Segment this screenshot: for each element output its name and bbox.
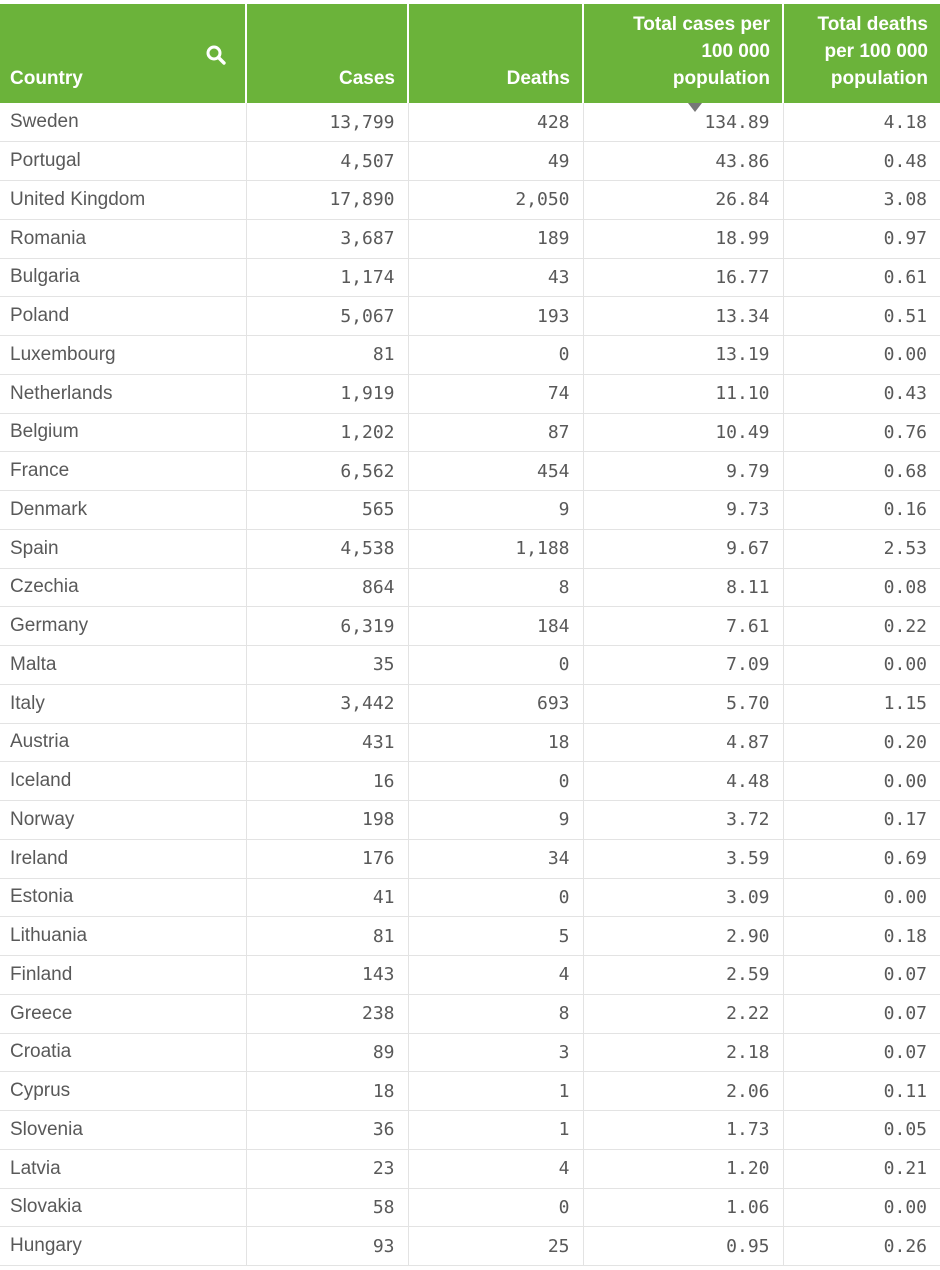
cell-cases-per-100k: 9.73	[583, 491, 783, 530]
cell-cases: 23	[246, 1149, 408, 1188]
cell-cases-per-100k: 9.79	[583, 452, 783, 491]
cell-deaths: 43	[408, 258, 583, 297]
cell-country[interactable]: Germany	[0, 607, 246, 646]
cell-deaths-per-100k: 0.97	[783, 219, 940, 258]
cell-cases-per-100k: 5.70	[583, 684, 783, 723]
cell-cases: 81	[246, 917, 408, 956]
cell-country[interactable]: Netherlands	[0, 374, 246, 413]
table-row[interactable]	[0, 1072, 940, 1111]
cell-deaths: 3	[408, 1033, 583, 1072]
cell-country[interactable]: Belgium	[0, 413, 246, 452]
cell-deaths-per-100k: 0.00	[783, 336, 940, 375]
cell-cases: 1,202	[246, 413, 408, 452]
cell-country[interactable]: Malta	[0, 646, 246, 685]
table-row[interactable]	[0, 142, 940, 181]
cell-country[interactable]: Greece	[0, 994, 246, 1033]
column-header-label-line: Total cases per	[633, 14, 770, 35]
cell-cases-per-100k: 3.09	[583, 878, 783, 917]
cell-country[interactable]: Czechia	[0, 568, 246, 607]
table-row[interactable]	[0, 646, 940, 685]
cell-deaths-per-100k: 4.18	[783, 103, 940, 142]
table-row[interactable]	[0, 374, 940, 413]
cell-cases-per-100k: 13.19	[583, 336, 783, 375]
cell-country[interactable]: Cyprus	[0, 1072, 246, 1111]
cell-country[interactable]: Estonia	[0, 878, 246, 917]
cell-cases-per-100k: 2.06	[583, 1072, 783, 1111]
column-header-country[interactable]	[0, 4, 246, 103]
table-row[interactable]	[0, 684, 940, 723]
cell-deaths: 2,050	[408, 181, 583, 220]
cell-cases-per-100k: 9.67	[583, 529, 783, 568]
table-row[interactable]	[0, 413, 940, 452]
cell-cases: 93	[246, 1227, 408, 1266]
cell-deaths-per-100k: 0.18	[783, 917, 940, 956]
column-header-label: Country	[10, 68, 83, 89]
cell-deaths: 87	[408, 413, 583, 452]
cell-cases: 565	[246, 491, 408, 530]
cell-deaths-per-100k: 0.43	[783, 374, 940, 413]
cell-cases: 431	[246, 723, 408, 762]
data-table-container	[0, 4, 940, 1266]
cell-cases-per-100k: 2.18	[583, 1033, 783, 1072]
cell-deaths: 9	[408, 801, 583, 840]
table-row[interactable]	[0, 917, 940, 956]
table-row[interactable]	[0, 568, 940, 607]
cell-deaths: 0	[408, 646, 583, 685]
table-row[interactable]	[0, 723, 940, 762]
cell-cases-per-100k: 0.95	[583, 1227, 783, 1266]
cell-country[interactable]: Poland	[0, 297, 246, 336]
cell-deaths-per-100k: 0.07	[783, 956, 940, 995]
cell-country[interactable]: Denmark	[0, 491, 246, 530]
cell-deaths: 74	[408, 374, 583, 413]
cell-cases: 35	[246, 646, 408, 685]
cell-deaths-per-100k: 0.00	[783, 646, 940, 685]
cell-cases: 1,174	[246, 258, 408, 297]
cell-deaths: 1	[408, 1072, 583, 1111]
cell-cases-per-100k: 2.22	[583, 994, 783, 1033]
table-row[interactable]	[0, 529, 940, 568]
cell-country[interactable]: Sweden	[0, 103, 246, 142]
cell-cases: 89	[246, 1033, 408, 1072]
table-row[interactable]	[0, 1149, 940, 1188]
cell-cases: 3,687	[246, 219, 408, 258]
cell-cases: 198	[246, 801, 408, 840]
cell-country[interactable]: Norway	[0, 801, 246, 840]
cell-deaths: 49	[408, 142, 583, 181]
cell-deaths: 1,188	[408, 529, 583, 568]
table-row[interactable]	[0, 1033, 940, 1072]
cell-deaths: 0	[408, 1188, 583, 1227]
table-row[interactable]	[0, 297, 940, 336]
cell-deaths: 454	[408, 452, 583, 491]
table-row[interactable]	[0, 258, 940, 297]
cell-cases: 143	[246, 956, 408, 995]
cell-cases-per-100k: 3.72	[583, 801, 783, 840]
cell-country[interactable]: United Kingdom	[0, 181, 246, 220]
cell-deaths: 9	[408, 491, 583, 530]
column-header-cases[interactable]	[246, 4, 408, 103]
cell-cases-per-100k: 4.87	[583, 723, 783, 762]
cell-cases: 864	[246, 568, 408, 607]
table-row[interactable]	[0, 607, 940, 646]
table-row[interactable]	[0, 336, 940, 375]
cell-cases-per-100k: 4.48	[583, 762, 783, 801]
cell-country[interactable]: Iceland	[0, 762, 246, 801]
cell-deaths-per-100k: 0.11	[783, 1072, 940, 1111]
cell-deaths-per-100k: 0.17	[783, 801, 940, 840]
cell-deaths-per-100k: 0.07	[783, 1033, 940, 1072]
table-row[interactable]	[0, 994, 940, 1033]
cell-cases: 238	[246, 994, 408, 1033]
table-row[interactable]	[0, 801, 940, 840]
cell-deaths: 693	[408, 684, 583, 723]
cell-deaths: 25	[408, 1227, 583, 1266]
sort-descending-icon	[688, 103, 702, 112]
cell-deaths-per-100k: 0.07	[783, 994, 940, 1033]
cell-cases-per-100k: 7.09	[583, 646, 783, 685]
cell-cases: 6,319	[246, 607, 408, 646]
column-header-deaths-per-100k[interactable]	[783, 4, 940, 103]
cell-cases-per-100k: 1.06	[583, 1188, 783, 1227]
cell-cases-per-100k: 2.90	[583, 917, 783, 956]
cell-country[interactable]: Spain	[0, 529, 246, 568]
cell-deaths-per-100k: 0.22	[783, 607, 940, 646]
cell-deaths-per-100k: 0.08	[783, 568, 940, 607]
cell-deaths: 428	[408, 103, 583, 142]
cell-deaths-per-100k: 0.05	[783, 1111, 940, 1150]
column-header-label-line: per 100 000	[824, 41, 928, 62]
cell-cases-per-100k: 10.49	[583, 413, 783, 452]
cell-cases: 13,799	[246, 103, 408, 142]
cell-deaths-per-100k: 0.16	[783, 491, 940, 530]
cell-cases: 176	[246, 839, 408, 878]
cell-cases: 81	[246, 336, 408, 375]
cell-cases: 3,442	[246, 684, 408, 723]
cell-deaths: 8	[408, 568, 583, 607]
cell-deaths-per-100k: 0.48	[783, 142, 940, 181]
cell-country[interactable]: Slovakia	[0, 1188, 246, 1227]
cell-deaths-per-100k: 1.15	[783, 684, 940, 723]
cell-country[interactable]: Latvia	[0, 1149, 246, 1188]
cell-cases-per-100k: 8.11	[583, 568, 783, 607]
table-row[interactable]	[0, 103, 940, 142]
cell-country[interactable]: Ireland	[0, 839, 246, 878]
cell-country[interactable]: Luxembourg	[0, 336, 246, 375]
cell-deaths: 18	[408, 723, 583, 762]
table-row[interactable]	[0, 219, 940, 258]
cell-country[interactable]: Italy	[0, 684, 246, 723]
cell-deaths: 5	[408, 917, 583, 956]
cell-deaths: 0	[408, 878, 583, 917]
cell-deaths-per-100k: 0.26	[783, 1227, 940, 1266]
cell-cases-per-100k: 13.34	[583, 297, 783, 336]
cell-deaths: 184	[408, 607, 583, 646]
cell-cases-per-100k: 11.10	[583, 374, 783, 413]
cell-country[interactable]: France	[0, 452, 246, 491]
table-row[interactable]	[0, 762, 940, 801]
cell-country[interactable]: Slovenia	[0, 1111, 246, 1150]
cell-cases-per-100k: 3.59	[583, 839, 783, 878]
table-row[interactable]	[0, 1111, 940, 1150]
cell-cases: 4,538	[246, 529, 408, 568]
cell-cases-per-100k: 43.86	[583, 142, 783, 181]
cell-deaths: 0	[408, 336, 583, 375]
table-row[interactable]	[0, 1227, 940, 1266]
cell-cases: 58	[246, 1188, 408, 1227]
cell-cases: 17,890	[246, 181, 408, 220]
cell-deaths-per-100k: 0.51	[783, 297, 940, 336]
table-row[interactable]	[0, 1188, 940, 1227]
column-header-label: Cases	[339, 68, 395, 89]
cell-deaths-per-100k: 0.00	[783, 1188, 940, 1227]
cell-country[interactable]: Portugal	[0, 142, 246, 181]
cell-cases-per-100k: 18.99	[583, 219, 783, 258]
table-row[interactable]	[0, 491, 940, 530]
cell-deaths: 0	[408, 762, 583, 801]
cell-cases: 5,067	[246, 297, 408, 336]
cell-country[interactable]: Romania	[0, 219, 246, 258]
cell-deaths-per-100k: 0.68	[783, 452, 940, 491]
table-row[interactable]	[0, 878, 940, 917]
column-header-label-line: Total deaths	[817, 14, 928, 35]
table-row[interactable]	[0, 956, 940, 995]
cell-cases: 6,562	[246, 452, 408, 491]
cell-country[interactable]: Austria	[0, 723, 246, 762]
table-row[interactable]	[0, 181, 940, 220]
cell-deaths-per-100k: 3.08	[783, 181, 940, 220]
cell-cases: 16	[246, 762, 408, 801]
cell-deaths: 4	[408, 1149, 583, 1188]
cell-cases-per-100k: 1.73	[583, 1111, 783, 1150]
cell-cases-per-100k: 16.77	[583, 258, 783, 297]
header-row	[0, 4, 940, 103]
column-header-label-line: 100 000	[701, 41, 770, 62]
cell-deaths: 8	[408, 994, 583, 1033]
table-body	[0, 103, 940, 1266]
search-icon[interactable]	[205, 44, 227, 66]
table-row[interactable]	[0, 839, 940, 878]
cell-cases-per-100k: 134.89	[583, 103, 783, 142]
cell-country[interactable]: Finland	[0, 956, 246, 995]
cell-deaths-per-100k: 0.00	[783, 762, 940, 801]
cell-country[interactable]: Bulgaria	[0, 258, 246, 297]
cell-cases: 4,507	[246, 142, 408, 181]
cell-deaths: 193	[408, 297, 583, 336]
cell-cases-per-100k: 7.61	[583, 607, 783, 646]
cell-country[interactable]: Lithuania	[0, 917, 246, 956]
cell-deaths: 4	[408, 956, 583, 995]
cell-cases-per-100k: 1.20	[583, 1149, 783, 1188]
cell-cases: 18	[246, 1072, 408, 1111]
cell-deaths-per-100k: 0.76	[783, 413, 940, 452]
column-header-label: Deaths	[506, 68, 570, 89]
cell-cases: 36	[246, 1111, 408, 1150]
cell-deaths-per-100k: 0.69	[783, 839, 940, 878]
cell-deaths-per-100k: 0.00	[783, 878, 940, 917]
column-header-deaths[interactable]	[408, 4, 583, 103]
table-row[interactable]	[0, 452, 940, 491]
cell-cases-per-100k: 2.59	[583, 956, 783, 995]
column-header-label-line: population	[830, 68, 928, 89]
cell-deaths-per-100k: 0.21	[783, 1149, 940, 1188]
cell-cases-per-100k: 26.84	[583, 181, 783, 220]
cell-deaths: 189	[408, 219, 583, 258]
cell-deaths: 1	[408, 1111, 583, 1150]
cell-cases: 41	[246, 878, 408, 917]
cell-cases: 1,919	[246, 374, 408, 413]
country-stats-table	[0, 4, 940, 1266]
column-header-cases-per-100k[interactable]	[583, 4, 783, 103]
cell-country[interactable]: Hungary	[0, 1227, 246, 1266]
cell-deaths-per-100k: 0.20	[783, 723, 940, 762]
cell-deaths: 34	[408, 839, 583, 878]
cell-deaths-per-100k: 0.61	[783, 258, 940, 297]
cell-country[interactable]: Croatia	[0, 1033, 246, 1072]
cell-deaths-per-100k: 2.53	[783, 529, 940, 568]
column-header-label-line: population	[672, 68, 770, 89]
